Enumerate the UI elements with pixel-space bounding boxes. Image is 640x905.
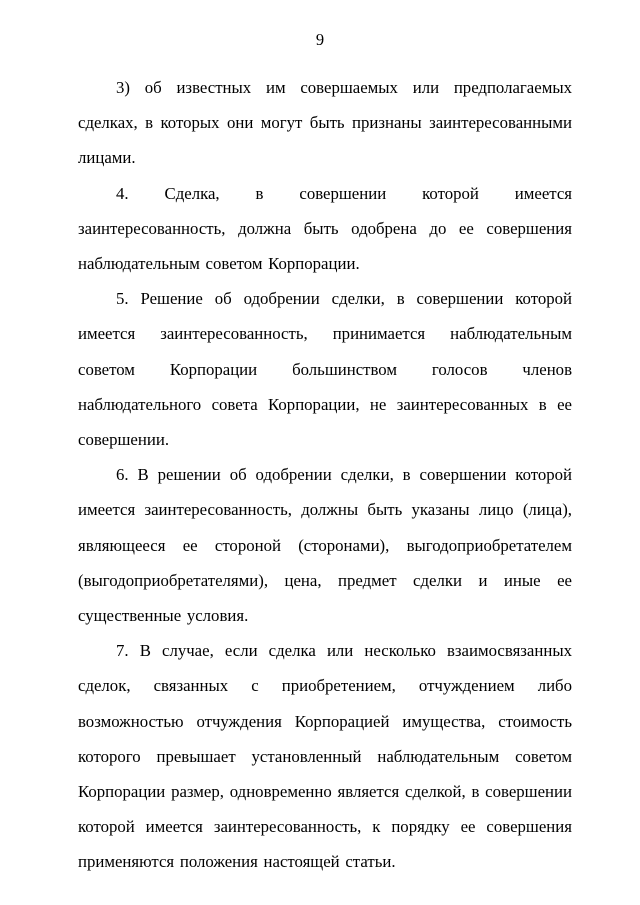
paragraph-clause-7: 7. В случае, если сделка или несколько взаимосвязанных сделок, связанных с приобретением, отчуждением либо возможностью отчуждения Корпорацией имущества, стоимость которого превышает установленный наблюдательным советом Корпорации размер, одновременно является сделкой, в совершении которой имеется заинтересованность, к порядку ее совершения применяются положения настоящей статьи. — [78, 641, 572, 872]
page-number: 9 — [315, 30, 325, 49]
paragraph-clause-5: 5. Решение об одобрении сделки, в совершении которой имеется заинтересованность, принимается наблюдательным советом Корпорации большинством голосов членов наблюдательного совета Корпорации, не заинтересованных в ее совершении. — [78, 289, 572, 450]
paragraph-clause-6: 6. В решении об одобрении сделки, в совершении которой имеется заинтересованность, должны быть указаны лицо (лица), являющееся ее стороной (сторонами), выгодоприобретателем (выгодоприобретателями), цена, предмет сделки и иные ее существенные условия. — [78, 465, 572, 626]
paragraph-clause-4: 4. Сделка, в совершении которой имеется заинтересованность, должна быть одобрена до ее совершения наблюдательным советом Корпорации. — [78, 183, 572, 274]
paragraph-subitem-3: 3) об известных им совершаемых или предполагаемых сделках, в которых они могут быть признаны заинтересованными лицами. — [78, 78, 572, 168]
document-body — [78, 70, 572, 880]
